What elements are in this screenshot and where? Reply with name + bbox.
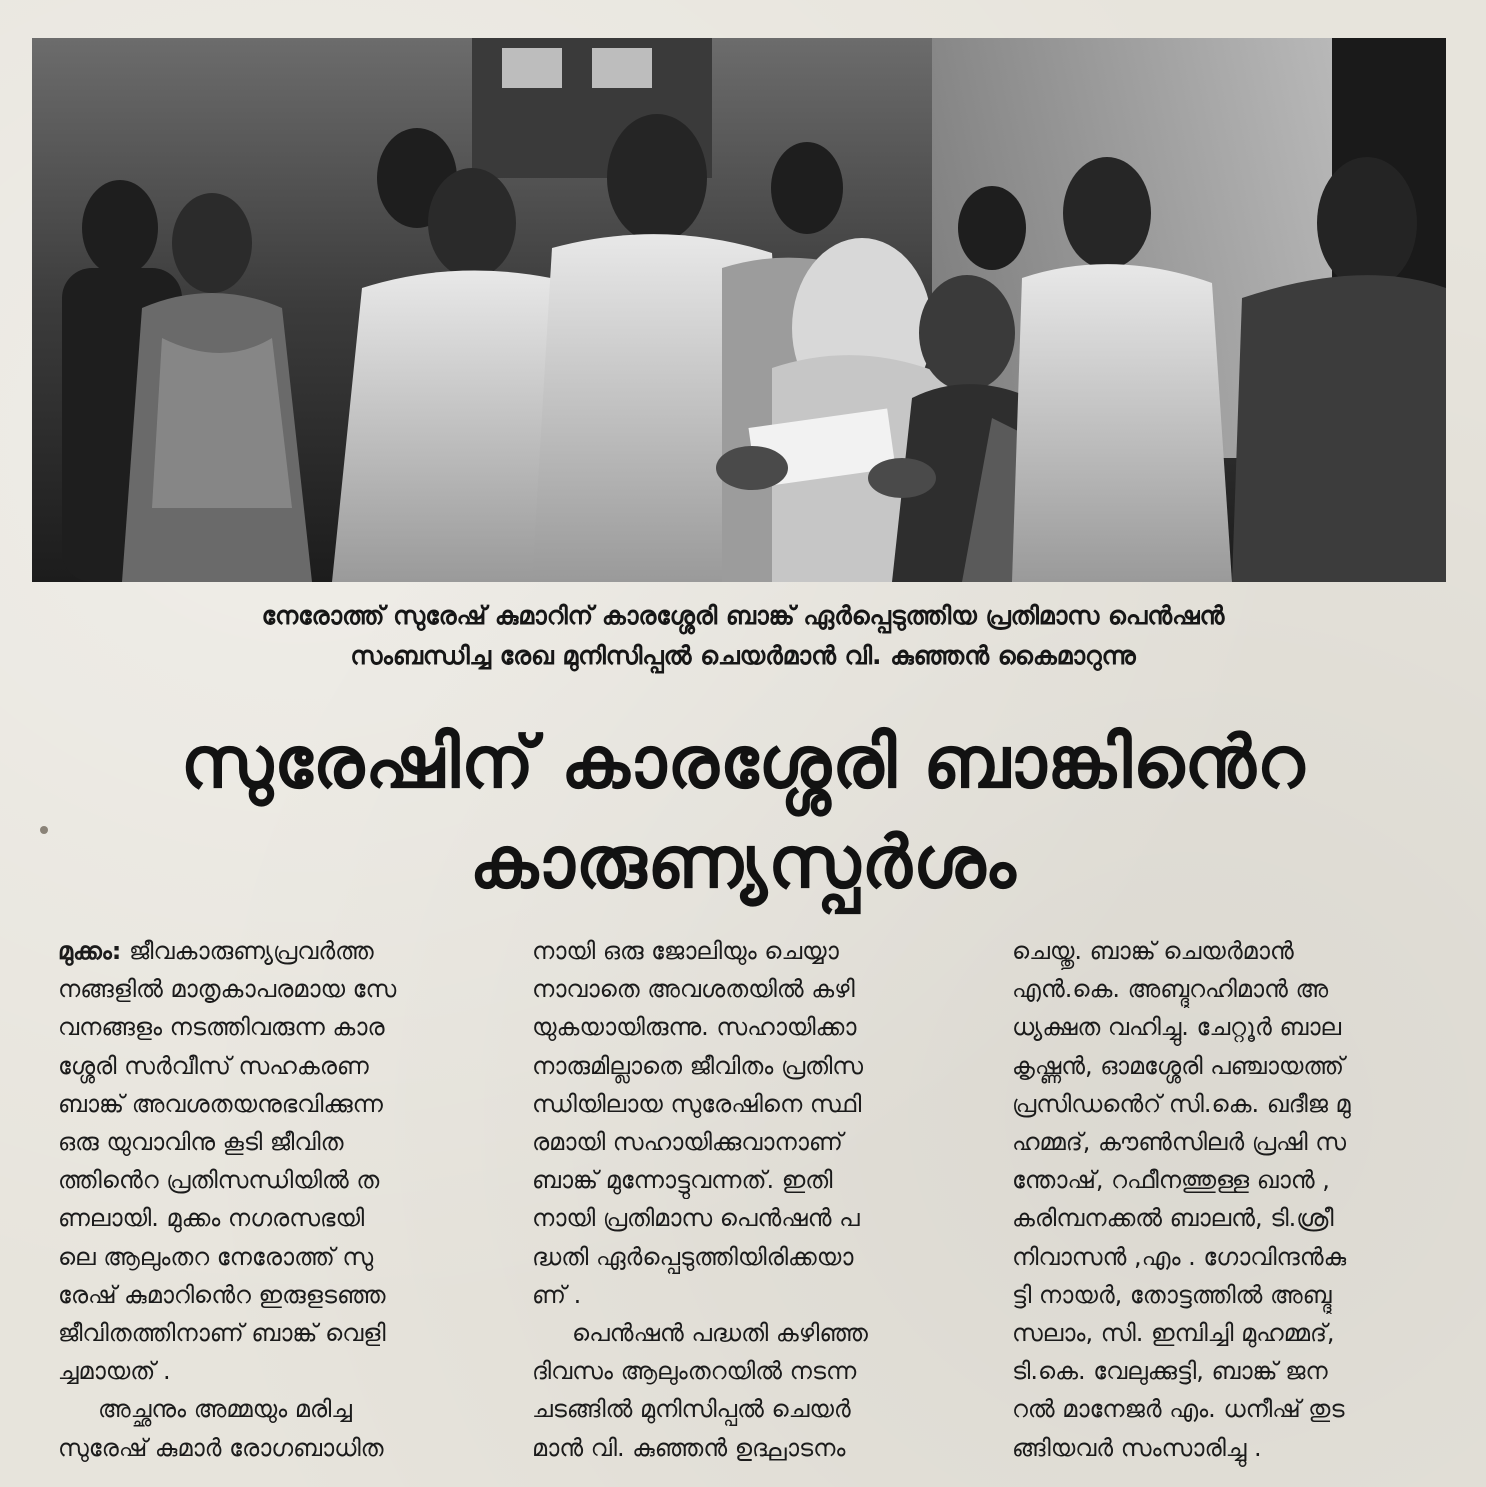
article-line: ഹമ്മദ്, കൗൺസിലർ പ്രഷി സ [1012,1128,1346,1157]
article-column-1 [58,932,490,1467]
photo-caption [60,596,1426,676]
article-line: ചടങ്ങിൽ മുനിസിപ്പൽ ചെയർ [532,1395,851,1424]
article-line: മുക്കം: ജീവകാരുണ്യപ്രവർത്ത [58,937,374,965]
caption-line-2: സംബന്ധിച്ച രേഖ മുനിസിപ്പൽ ചെയർമാൻ വി. കുഞ്ഞൻ കൈമാറുന്നു [350,641,1136,670]
article-line: ണലായി. മുക്കം നഗരസഭയി [58,1204,365,1233]
photo-illustration [32,38,1446,582]
article-line: ശ്ശേരി സർവീസ് സഹകരണ [58,1051,369,1080]
article-line: ന്തോഷ്, റഫീനത്തുള്ള ഖാൻ , [1012,1166,1330,1195]
headline-line-2: കാരുണ്യസ്പർശം [469,820,1017,904]
article-line: യുകയായിരുന്നു. സഹായിക്കാ [532,1013,857,1042]
article-line: ചെയ്തു. ബാങ്ക് ചെയർമാൻ [1012,937,1294,965]
article-line: റൽ മാനേജർ എം. ധനീഷ് തുട [1012,1395,1345,1424]
article-line: സുരേഷ് കുമാർ രോഗബാധിത [58,1433,384,1462]
article-line: നായി ഒരു ജോലിയും ചെയ്യാ [532,937,839,965]
article-line: ടി.കെ. വേലുക്കുട്ടി, ബാങ്ക് ജന [1012,1357,1328,1386]
article-line: ങ്ങിയവർ സംസാരിച്ചു . [1012,1433,1262,1462]
article-line: സലാം, സി. ഇമ്പിച്ചി മുഹമ്മദ്, [1012,1319,1335,1348]
caption-line-1: നേരോത്ത് സുരേഷ് കുമാറിന് കാരശ്ശേരി ബാങ്ക് ഏർപ്പെടുത്തിയ പ്രതിമാസ പെൻഷൻ [261,601,1225,630]
article-line: ട്ടി നായർ, തോട്ടത്തിൽ അബ്ദു [1012,1280,1332,1309]
article-line: നാവാതെ അവശതയിൽ കഴി [532,975,855,1004]
article-line: ദ്ധതി ഏർപ്പെടുത്തിയിരിക്കയാ [532,1242,854,1271]
headline-line-1: സുരേഷിന് കാരശ്ശേരി ബാങ്കിൻെറ [180,720,1306,804]
article-line: ദിവസം ആലുംതറയിൽ നടന്ന [532,1357,857,1386]
article-line: വനങ്ങളം നടത്തിവരുന്ന കാര [58,1013,385,1042]
article-line: ബാങ്ക് അവശതയനുഭവിക്കുന്ന [58,1089,383,1118]
article-line: ച്ചമായത് . [58,1357,171,1386]
article-line: പെൻഷൻ പദ്ധതി കഴിഞ്ഞ [572,1319,868,1348]
article-line: ണ് . [532,1280,582,1309]
news-photo [32,38,1446,582]
article-line: ലെ ആലുംതറ നേരോത്ത് സു [58,1242,374,1271]
article-line: കരിമ്പനക്കൽ ബാലൻ, ടി.ശ്രീ [1012,1204,1334,1233]
article-line: അച്ഛനും അമ്മയും മരിച്ച [98,1395,352,1424]
dateline: മുക്കം: [58,937,122,965]
article-line: നങ്ങളിൽ മാതൃകാപരമായ സേ [58,975,397,1004]
article-line: രേഷ് കുമാറിൻെറ ഇരുളടഞ്ഞ [58,1280,386,1309]
headline [40,712,1446,912]
article-column-3 [1012,932,1448,1467]
article-line: മാൻ വി. കുഞ്ഞൻ ഉദ്ഘാടനം [532,1433,846,1462]
article-line: ധ്യക്ഷത വഹിച്ചു. ചേറ്റൂർ ബാല [1012,1013,1342,1042]
article-line: നിവാസൻ ,എം . ഗോവിന്ദൻകു [1012,1242,1347,1271]
article-line: ജീവിതത്തിനാണ് ബാങ്ക് വെളി [58,1319,386,1348]
article-line: ന്ധിയിലായ സുരേഷിനെ സ്ഥി [532,1089,862,1118]
article-line: ബാങ്ക് മുന്നോട്ടുവന്നത്. ഇതി [532,1166,833,1195]
article-line: രമായി സഹായിക്കുവാനാണ് [532,1128,843,1157]
article-line: പ്രസിഡൻെറ് സി.കെ. ഖദീജ മു [1012,1089,1351,1118]
article-body [0,932,1486,1472]
article-column-2 [532,932,964,1467]
article-line: ത്തിൻെറ പ്രതിസന്ധിയിൽ ത [58,1166,380,1195]
article-line: കൃഷ്ണൻ, ഓമശ്ശേരി പഞ്ചായത്ത് [1012,1051,1345,1080]
article-line: എൻ.കെ. അബ്ദുറഹിമാൻ അ [1012,975,1329,1004]
paper-speck [40,826,48,834]
article-line: ഒരു യുവാവിനു കൂടി ജീവിത [58,1128,344,1157]
article-line: നാരുമില്ലാതെ ജീവിതം പ്രതിസ [532,1051,864,1080]
article-line: നായി പ്രതിമാസ പെൻഷൻ പ [532,1204,860,1233]
